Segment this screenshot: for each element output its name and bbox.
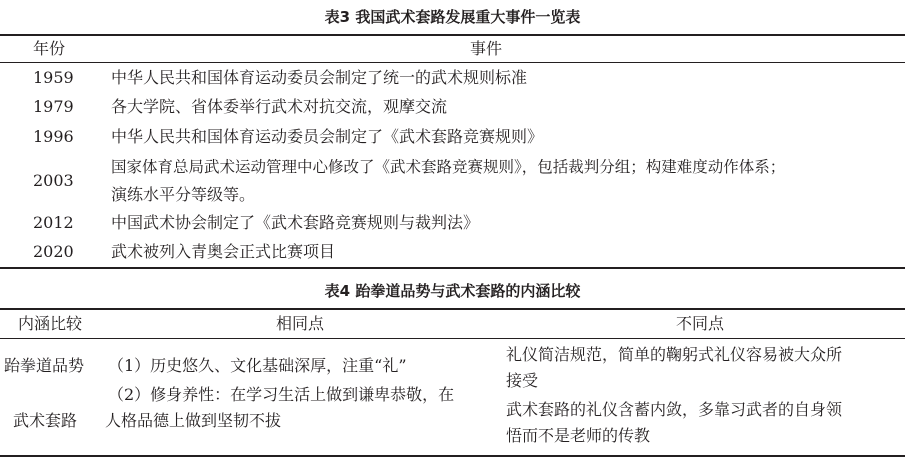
table4-diff-wushu-line2: 悟而不是老师的传教 xyxy=(506,426,651,445)
table4-similarity-2-line2: 人格品德上做到坚韧不拔 xyxy=(105,411,282,430)
table4-row-label-taekwondo: 跆拳道品势 xyxy=(4,356,85,375)
table3-year: 2020 xyxy=(33,242,74,261)
table4-diff-taekwondo-line2: 接受 xyxy=(506,371,539,390)
table4-row-label-wushu: 武术套路 xyxy=(13,411,78,430)
table3-year: 1996 xyxy=(33,127,74,146)
table4-header-same: 相同点 xyxy=(275,314,324,333)
table3-year: 1959 xyxy=(33,68,74,87)
table3-event-line1: 国家体育总局武术运动管理中心修改了《武术套路竞赛规则》，包括裁判分组；构建难度动作体系； xyxy=(111,158,786,176)
table4-caption: 表4 跆拳道品势与武术套路的内涵比较 xyxy=(324,282,581,300)
table3-event: 各大学院、省体委举行武术对抗交流，观摩交流 xyxy=(111,97,448,116)
table4-bottom-rule xyxy=(0,455,905,457)
table4-header-diff: 不同点 xyxy=(675,314,724,333)
table4-top-rule xyxy=(0,308,905,310)
table4-diff-taekwondo-line1: 礼仪简洁规范，简单的鞠躬式礼仪容易被大众所 xyxy=(506,345,843,364)
table3-event: 中国武术协会制定了《武术套路竞赛规则与裁判法》 xyxy=(111,213,480,232)
table3-top-rule xyxy=(0,34,905,36)
table3-year: 1979 xyxy=(33,97,74,116)
table3-year: 2012 xyxy=(33,213,74,232)
table3-header-rule xyxy=(0,62,905,63)
table3-header-year: 年份 xyxy=(33,39,66,58)
table4-similarity-2-line1: （2）修身养性：在学习生活上做到谦卑恭敬，在 xyxy=(108,385,455,404)
table3-caption: 表3 我国武术套路发展重大事件一览表 xyxy=(324,8,581,26)
table3-bottom-rule xyxy=(0,267,905,269)
table3-event-line2: 演练水平分等级等。 xyxy=(111,185,256,204)
table4-similarity-1: （1）历史悠久、文化基础深厚，注重“礼” xyxy=(108,356,407,375)
table4-diff-wushu-line1: 武术套路的礼仪含蓄内敛，多靠习武者的自身领 xyxy=(506,400,843,419)
table3-header-event: 事件 xyxy=(470,39,503,58)
table4-header-rule xyxy=(0,338,905,339)
table3-event: 中华人民共和国体育运动委员会制定了《武术套路竞赛规则》 xyxy=(111,127,544,146)
table3-event: 武术被列入青奥会正式比赛项目 xyxy=(111,242,336,261)
table3-event: 中华人民共和国体育运动委员会制定了统一的武术规则标准 xyxy=(111,68,528,87)
table3-year: 2003 xyxy=(33,171,74,190)
table4-header-item: 内涵比较 xyxy=(17,314,82,333)
